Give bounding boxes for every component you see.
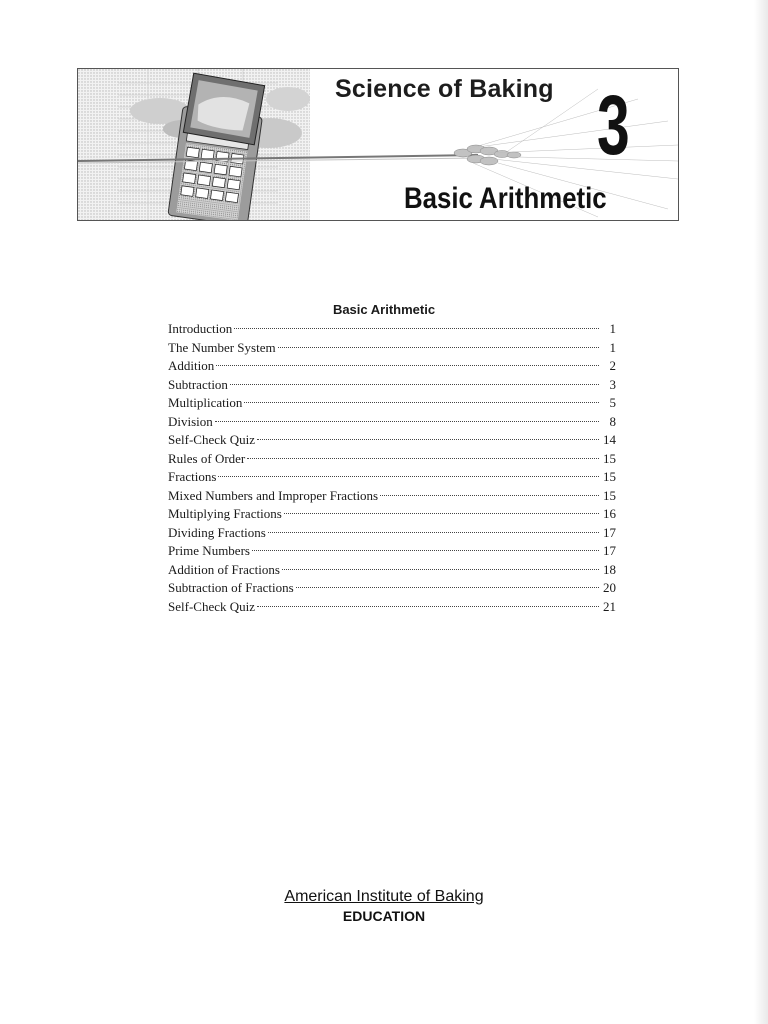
toc-entry-title: Mixed Numbers and Improper Fractions — [168, 487, 379, 503]
toc-entry-page: 14 — [603, 432, 616, 447]
toc-entry-page: 1 — [609, 339, 616, 355]
toc-entry — [168, 339, 616, 358]
toc-entry-title: Introduction — [168, 321, 233, 336]
dot-leader — [230, 384, 599, 385]
table-of-contents — [168, 320, 616, 616]
dot-leader — [278, 347, 599, 348]
chapter-banner — [77, 68, 679, 221]
toc-entry-page: 17 — [603, 543, 616, 558]
toc-entry-page: 17 — [603, 524, 616, 540]
toc-entry — [168, 487, 616, 506]
dot-leader — [252, 550, 599, 551]
dot-leader — [268, 532, 599, 533]
toc-entry-page: 3 — [609, 376, 616, 392]
toc-entry-title: Division — [168, 413, 213, 429]
publisher-department: EDUCATION — [342, 908, 426, 924]
toc-heading: Basic Arithmetic — [332, 302, 436, 317]
toc-entry-title: Rules of Order — [168, 450, 246, 466]
toc-entry — [168, 450, 616, 469]
toc-entry-page: 18 — [603, 561, 616, 577]
dot-leader — [380, 495, 599, 496]
toc-entry — [168, 394, 616, 413]
toc-entry — [168, 413, 616, 432]
toc-entry-title: Multiplication — [168, 395, 243, 410]
toc-entry-page: 21 — [603, 598, 616, 614]
toc-entry — [168, 561, 616, 580]
banner-title: Science of Baking — [335, 75, 554, 103]
publisher-name: American Institute of Baking — [284, 888, 484, 905]
chapter-number: 3 — [597, 78, 630, 172]
toc-entry-page: 1 — [609, 321, 616, 336]
dot-leader — [216, 365, 599, 366]
dot-leader — [284, 513, 599, 514]
toc-entry — [168, 431, 616, 450]
toc-entry — [168, 320, 616, 339]
toc-entry — [168, 357, 616, 376]
dot-leader — [218, 476, 599, 477]
toc-entry-title: Dividing Fractions — [168, 524, 266, 540]
toc-entry-title: Subtraction — [168, 376, 228, 392]
toc-entry-title: Addition — [168, 358, 215, 373]
dot-leader — [215, 421, 599, 422]
toc-entry-title: Prime Numbers — [168, 543, 250, 558]
toc-entry — [168, 468, 616, 487]
dot-leader — [296, 587, 599, 588]
dot-leader — [234, 328, 599, 329]
toc-entry-page: 8 — [609, 413, 616, 429]
dot-leader — [282, 569, 599, 570]
toc-entry-title: The Number System — [168, 339, 276, 355]
dot-leader — [247, 458, 599, 459]
page-edge-shadow — [754, 0, 768, 1024]
toc-entry-page: 15 — [603, 469, 616, 484]
toc-entry-page: 16 — [603, 506, 616, 521]
toc-entry-page: 15 — [603, 450, 616, 466]
toc-entry-page: 15 — [603, 487, 616, 503]
toc-entry — [168, 579, 616, 598]
toc-entry-title: Self-Check Quiz — [168, 598, 256, 614]
dot-leader — [257, 439, 599, 440]
toc-entry-title: Multiplying Fractions — [168, 506, 282, 521]
chapter-subtitle: Basic Arithmetic — [404, 182, 607, 215]
toc-entry-page: 20 — [603, 580, 616, 595]
toc-entry — [168, 376, 616, 395]
toc-entry-title: Fractions — [168, 469, 217, 484]
toc-entry — [168, 524, 616, 543]
toc-entry-title: Addition of Fractions — [168, 561, 280, 577]
toc-entry-page: 5 — [609, 395, 616, 410]
toc-entry-title: Subtraction of Fractions — [168, 580, 294, 595]
dot-leader — [257, 606, 599, 607]
toc-entry — [168, 505, 616, 524]
dot-leader — [244, 402, 599, 403]
publisher-footer — [0, 888, 768, 924]
toc-entry-page: 2 — [609, 358, 616, 373]
toc-entry — [168, 542, 616, 561]
toc-entry — [168, 598, 616, 617]
toc-entry-title: Self-Check Quiz — [168, 432, 256, 447]
